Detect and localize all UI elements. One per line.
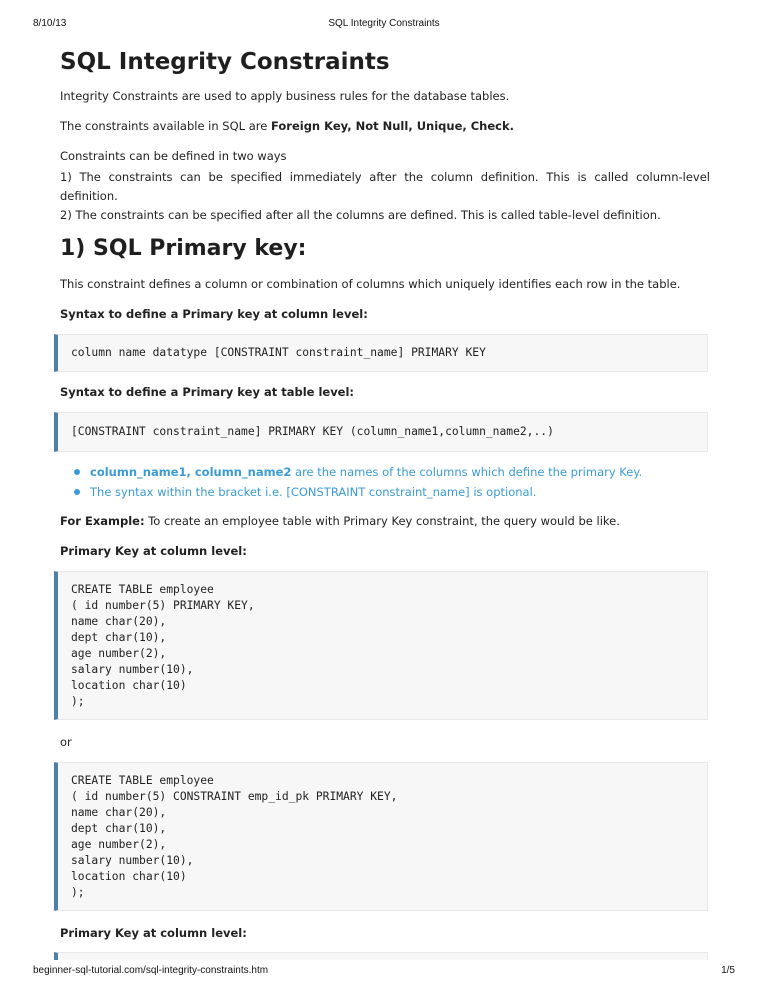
print-title: SQL Integrity Constraints bbox=[328, 18, 440, 29]
intro-text: Integrity Constraints are used to apply business rules for the database tables. bbox=[60, 89, 510, 103]
syntax-column-label: Syntax to define a Primary key at column level: bbox=[60, 307, 368, 321]
code-block-partial bbox=[54, 952, 708, 960]
notes-list bbox=[74, 462, 642, 502]
constraint-list: Foreign Key, Not Null, Unique, Check. bbox=[270, 119, 515, 133]
code-block bbox=[54, 412, 708, 452]
or-text: or bbox=[60, 735, 72, 749]
bullet-icon bbox=[74, 469, 80, 475]
code-block bbox=[54, 334, 708, 372]
bullet-icon bbox=[74, 489, 80, 495]
syntax-table-code: [CONSTRAINT constraint_name] PRIMARY KEY (column_name1,column_name2,..) bbox=[71, 425, 554, 438]
example-text: For Example: To create an employee table with Primary Key constraint, the query would be like. bbox=[60, 514, 620, 528]
print-date: 8/10/13 bbox=[33, 18, 67, 29]
create-table-code: CREATE TABLE employee ( id number(5) PRIMARY KEY, name char(20), dept char(10), age number(2), salary number(10), location char(10) ); bbox=[71, 583, 255, 708]
code-block bbox=[54, 762, 708, 911]
create-table-code-named: CREATE TABLE employee ( id number(5) CONSTRAINT emp_id_pk PRIMARY KEY, name char(20), dept char(10), age number(2), salary number(10), location char(10) ); bbox=[71, 774, 398, 899]
available-text: The constraints available in SQL are Foreign Key, Not Null, Unique, Check. bbox=[60, 119, 515, 133]
way1-text: 1) The constraints can be specified immediately after the column definition. This is called column-level bbox=[60, 170, 710, 184]
syntax-table-label: Syntax to define a Primary key at table level: bbox=[60, 385, 355, 399]
way1-text-cont: definition. bbox=[60, 189, 118, 203]
page-number: 1/5 bbox=[721, 965, 735, 976]
list-item: column_name1, column_name2 are the names of the columns which define the primary Key. bbox=[74, 462, 642, 482]
section-description: This constraint defines a column or combination of columns which uniquely identifies each row in the table. bbox=[60, 277, 681, 291]
list-item: The syntax within the bracket i.e. [CONSTRAINT constraint_name] is optional. bbox=[74, 482, 642, 502]
section-heading: 1) SQL Primary key: bbox=[60, 236, 307, 261]
code-block bbox=[54, 571, 708, 720]
syntax-column-code: column name datatype [CONSTRAINT constraint_name] PRIMARY KEY bbox=[71, 346, 486, 359]
column-level-label-2: Primary Key at column level: bbox=[60, 926, 247, 940]
column-level-label: Primary Key at column level: bbox=[60, 544, 247, 558]
footer-url: beginner-sql-tutorial.com/sql-integrity-constraints.htm bbox=[33, 965, 269, 976]
page-title: SQL Integrity Constraints bbox=[60, 49, 390, 75]
way2-text: 2) The constraints can be specified after all the columns are defined. This is called table-level definition. bbox=[60, 208, 661, 222]
ways-intro: Constraints can be defined in two ways bbox=[60, 149, 287, 163]
